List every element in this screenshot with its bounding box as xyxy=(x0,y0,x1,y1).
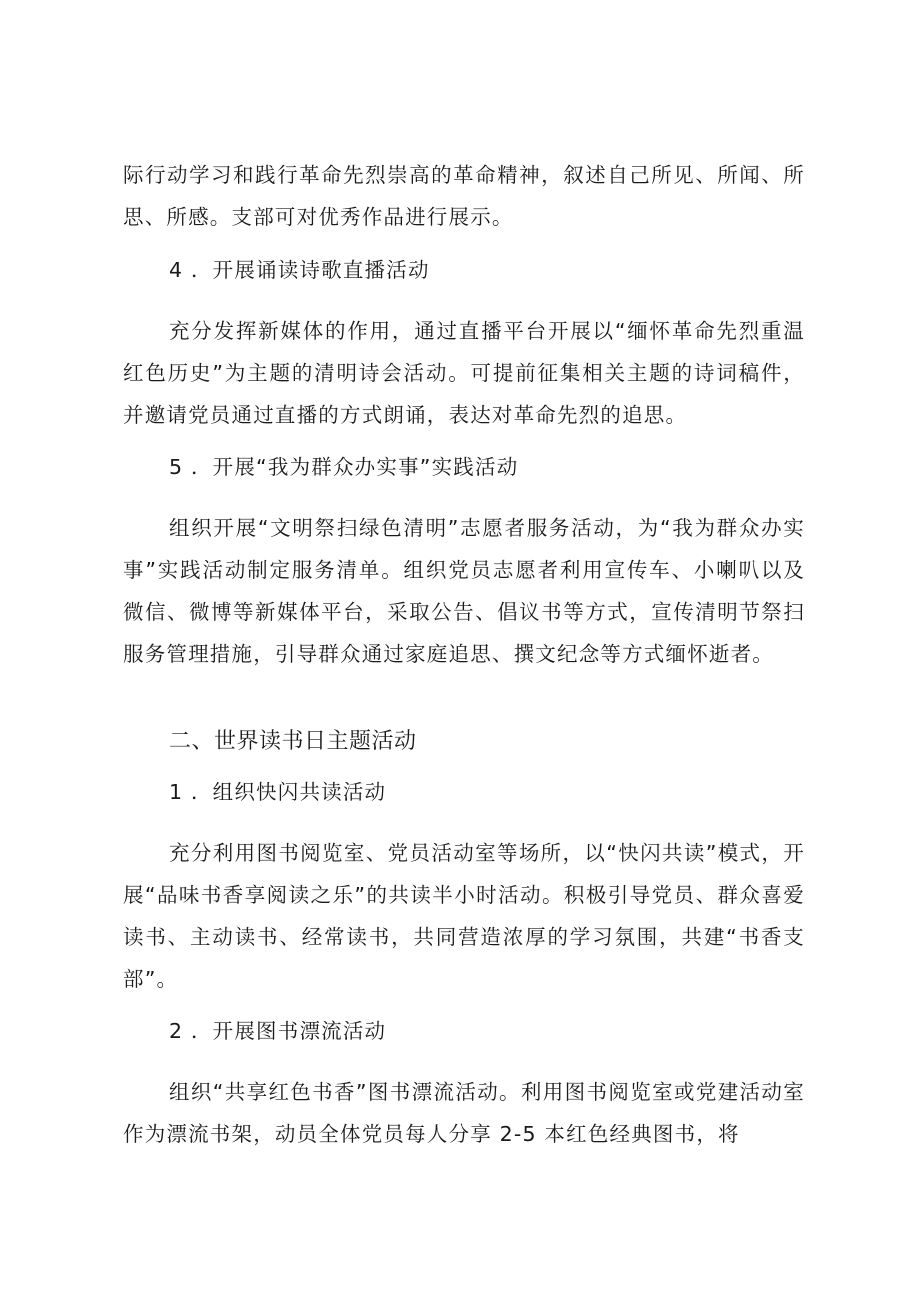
section-2-heading: 二、世界读书日主题活动 xyxy=(169,729,417,754)
item-4-heading: 4 ．开展诵读诗歌直播活动 xyxy=(169,258,430,282)
sec2-item-1-body: 充分利用图书阅览室、党员活动室等场所，以“快闪共读”模式，开展“品味书香享阅读之乐”的共读半小时活动。积极引导党员、群众喜爱读书、主动读书、经常读书，共同营造浓厚的学习氛围，共建“书香支部”。 xyxy=(123,841,805,991)
sec2-item-2-body: 组织“共享红色书香”图书漂流活动。利用图书阅览室或党建活动室作为漂流书架，动员全体党员每人分享 2-5 本红色经典图书，将 xyxy=(123,1080,805,1146)
sec2-item-1-heading: 1 ．组织快闪共读活动 xyxy=(169,780,387,804)
paragraph-continuation: 际行动学习和践行革命先烈崇高的革命精神，叙述自己所见、所闻、所思、所感。支部可对优秀作品进行展示。 xyxy=(123,163,805,229)
item-5-body: 组织开展“文明祭扫绿色清明”志愿者服务活动，为“我为群众办实事”实践活动制定服务清单。组织党员志愿者利用宣传车、小喇叭以及微信、微博等新媒体平台，采取公告、倡议书等方式，宣传清明节祭扫服务管理措施，引导群众通过家庭追思、撰文纪念等方式缅怀逝者。 xyxy=(123,516,805,666)
item-5-heading: 5 ．开展“我为群众办实事”实践活动 xyxy=(169,455,519,479)
sec2-item-2-heading: 2 ．开展图书漂流活动 xyxy=(169,1019,387,1043)
item-4-body: 充分发挥新媒体的作用，通过直播平台开展以“缅怀革命先烈重温红色历史”为主题的清明诗会活动。可提前征集相关主题的诗词稿件，并邀请党员通过直播的方式朗诵，表达对革命先烈的追思。 xyxy=(123,319,805,427)
